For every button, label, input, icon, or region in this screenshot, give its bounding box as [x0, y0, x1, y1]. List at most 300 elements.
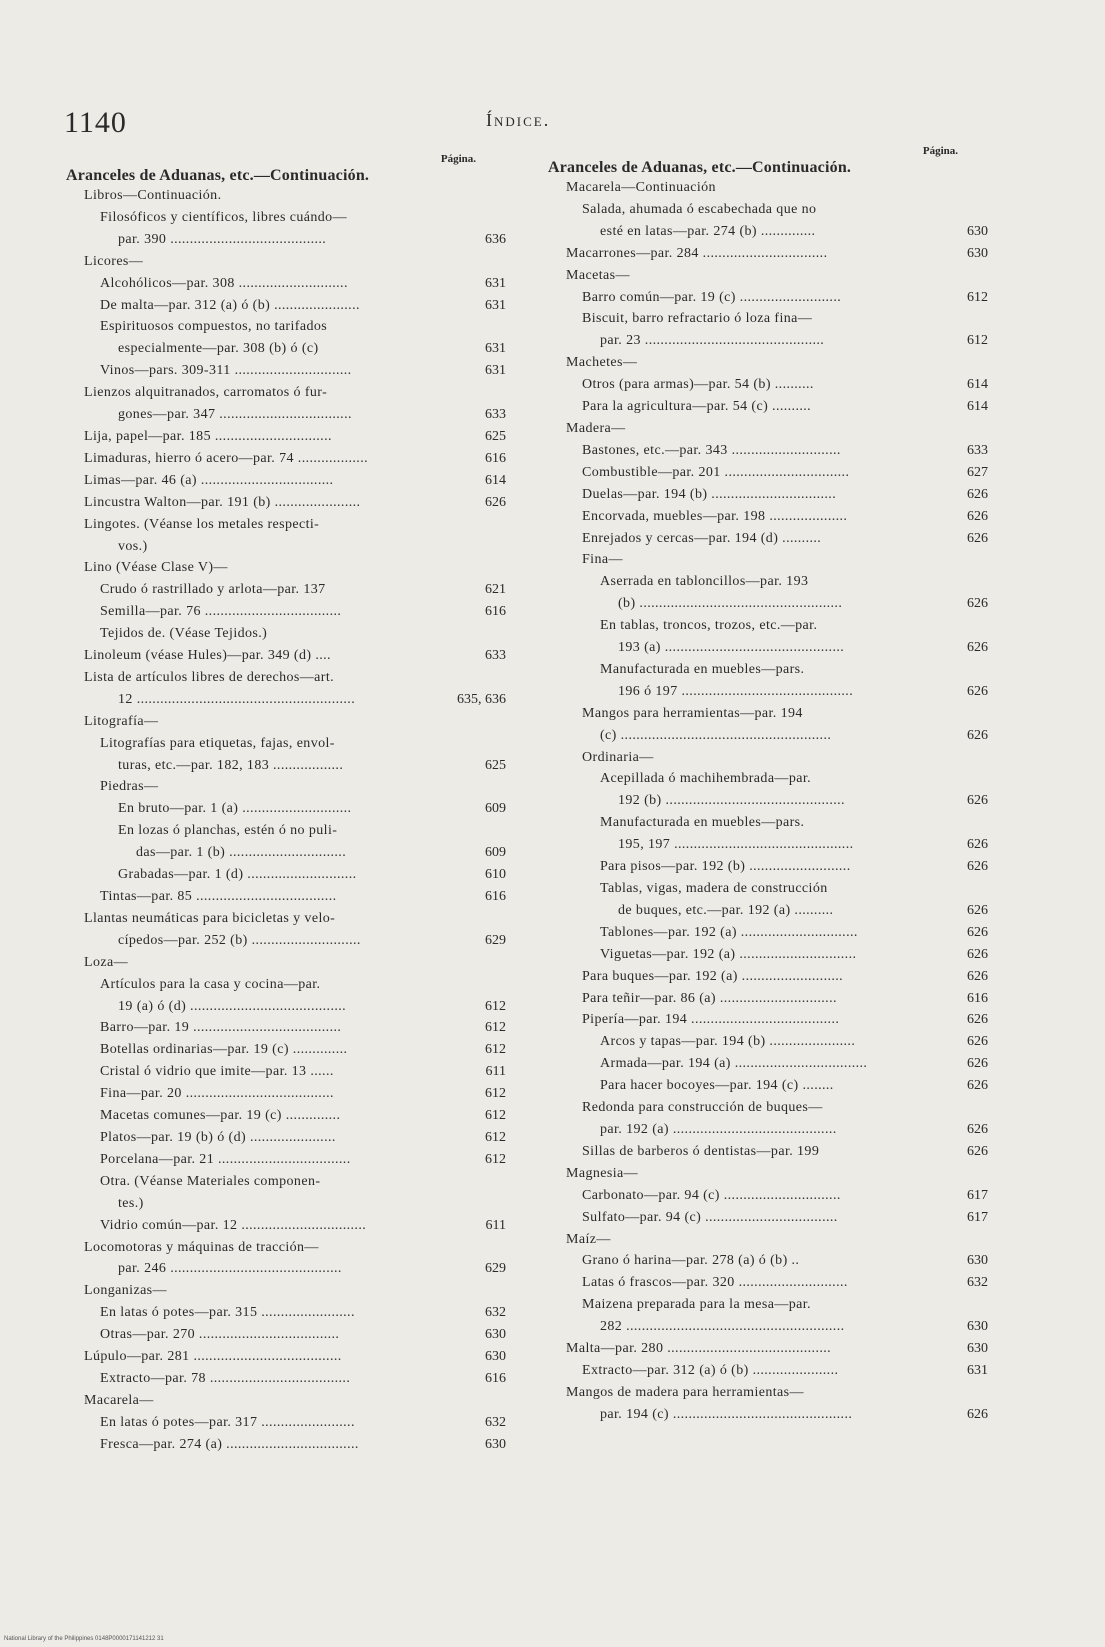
entry-page-number: 614 [967, 399, 988, 415]
entry-text: Extracto—par. 312 (a) ó (b) ...................... [582, 1362, 839, 1378]
entry-text: Manufacturada en muebles—pars. [600, 815, 805, 831]
entry-page-number: 612 [485, 1042, 506, 1058]
entry-text: Vidrio común—par. 12 ................................ [100, 1217, 367, 1233]
index-entry [66, 295, 506, 317]
entry-page-number: 636 [485, 231, 506, 247]
entry-text: Lija, papel—par. 185 .............................. [84, 428, 332, 444]
entry-page-number: 631 [485, 341, 506, 357]
entry-page-number: 627 [967, 464, 988, 480]
index-entry [548, 922, 988, 944]
index-entries [66, 185, 506, 1456]
index-entry [66, 470, 506, 492]
entry-page-number: 612 [485, 1020, 506, 1036]
index-entry [548, 1338, 988, 1360]
index-entry [66, 1412, 506, 1434]
entry-text: Carbonato—par. 94 (c) .............................. [582, 1187, 841, 1203]
entry-text: Macarela— [84, 1392, 154, 1408]
index-entry [548, 790, 988, 812]
entry-text: 282 ........................................................ [600, 1319, 845, 1335]
section-title: Aranceles de Aduanas, etc.—Continuación. [66, 167, 370, 184]
entry-text: Barro común—par. 19 (c) .......................... [582, 289, 842, 305]
index-entry [548, 506, 988, 528]
entry-page-number: 629 [485, 1261, 506, 1277]
index-entry [66, 1171, 506, 1193]
index-entry [66, 207, 506, 229]
entry-text: Limaduras, hierro ó acero—par. 74 .................. [84, 450, 369, 466]
entry-page-number: 626 [967, 683, 988, 699]
entry-page-number: 630 [485, 1436, 506, 1452]
entry-page-number: 632 [485, 1414, 506, 1430]
entry-page-number: 611 [485, 1064, 506, 1080]
entry-page-number: 630 [967, 1319, 988, 1335]
index-entry [66, 1368, 506, 1390]
entry-page-number: 626 [967, 1406, 988, 1422]
index-entry [66, 448, 506, 470]
entry-text: Libros—Continuación. [84, 188, 222, 203]
entry-page-number: 609 [485, 845, 506, 861]
entry-text: tes.) [118, 1195, 144, 1211]
entry-page-number: 625 [485, 428, 506, 444]
entry-page-number: 633 [967, 442, 988, 458]
index-entry [66, 579, 506, 601]
index-entry [66, 1390, 506, 1412]
entry-text: Latas ó frascos—par. 320 ............................ [582, 1275, 848, 1291]
entry-text: Malta—par. 280 .......................................... [566, 1341, 832, 1357]
entry-page-number: 632 [967, 1275, 988, 1291]
entry-text: Lúpulo—par. 281 ...................................... [84, 1349, 342, 1365]
entry-text: par. 192 (a) .......................................... [600, 1121, 837, 1137]
entry-page-number: 626 [967, 530, 988, 546]
index-entry [66, 536, 506, 558]
index-entry [66, 251, 506, 273]
index-entry [548, 1053, 988, 1075]
index-entry [548, 1294, 988, 1316]
entry-page-number: 630 [485, 1327, 506, 1343]
entry-text: par. 246 ............................................ [118, 1261, 342, 1277]
index-entry [548, 944, 988, 966]
index-entry [66, 689, 506, 711]
index-entry [66, 1083, 506, 1105]
index-entry [548, 418, 988, 440]
index-entry [548, 396, 988, 418]
index-entry [548, 812, 988, 834]
entry-text: Viguetas—par. 192 (a) .............................. [600, 946, 857, 962]
entry-text: Piedras— [100, 779, 159, 795]
index-entry [548, 374, 988, 396]
index-entry [548, 834, 988, 856]
entry-text: esté en latas—par. 274 (b) .............. [600, 223, 816, 239]
entry-page-number: 626 [967, 902, 988, 918]
index-entry [66, 1258, 506, 1280]
entry-text: Litografías para etiquetas, fajas, envol- [100, 735, 335, 751]
index-entry [66, 316, 506, 338]
entry-text: 195, 197 .............................................. [618, 837, 854, 853]
entry-text: Licores— [84, 253, 144, 269]
entry-text: Para buques—par. 192 (a) .......................... [582, 968, 844, 984]
entry-text: Redonda para construcción de buques— [582, 1100, 823, 1116]
index-entry [548, 199, 988, 221]
index-entry [548, 1207, 988, 1229]
entry-text: Para pisos—par. 192 (b) .......................... [600, 859, 851, 875]
index-entry [548, 593, 988, 615]
entry-text: par. 390 ........................................ [118, 231, 327, 247]
entry-text: Limas—par. 46 (a) .................................. [84, 472, 334, 488]
index-entry [66, 930, 506, 952]
entry-text: Lingotes. (Véanse los metales respecti- [84, 516, 320, 532]
entry-page-number: 612 [485, 998, 506, 1014]
pagina-header: Página. [440, 153, 476, 165]
entry-text: Para teñir—par. 86 (a) .............................. [582, 990, 837, 1006]
index-entry [66, 1302, 506, 1324]
entry-text: Cristal ó vidrio que imite—par. 13 ...... [100, 1064, 334, 1080]
entry-text: En bruto—par. 1 (a) ............................ [118, 801, 352, 817]
entry-page-number: 626 [967, 1078, 988, 1094]
entry-page-number: 630 [967, 223, 988, 239]
index-entry [66, 667, 506, 689]
entry-text: Barro—par. 19 ...................................... [100, 1020, 342, 1036]
entry-text: Semilla—par. 76 ................................... [100, 604, 342, 620]
index-entry [548, 1229, 988, 1251]
index-entry [548, 1031, 988, 1053]
entry-page-number: 609 [485, 801, 506, 817]
entry-page-number: 612 [485, 1086, 506, 1102]
page-number: 1140 [64, 106, 127, 139]
entry-text: Lienzos alquitranados, carromatos ó fur- [84, 385, 328, 401]
entry-text: 19 (a) ó (d) ........................................ [118, 998, 347, 1014]
entry-text: Maíz— [566, 1231, 611, 1247]
entry-text: Extracto—par. 78 .................................... [100, 1370, 351, 1386]
entry-page-number: 626 [967, 640, 988, 656]
entry-page-number: 621 [485, 582, 506, 598]
entry-page-number: 626 [967, 1034, 988, 1050]
entry-text: Fina— [582, 552, 623, 568]
index-entry [548, 703, 988, 725]
index-entry [548, 681, 988, 703]
index-entry [548, 900, 988, 922]
entry-text: Porcelana—par. 21 .................................. [100, 1151, 351, 1167]
index-entry [548, 265, 988, 287]
entry-text: Aserrada en tabloncillos—par. 193 [600, 574, 809, 590]
index-entry [66, 1149, 506, 1171]
index-entry [548, 528, 988, 550]
index-entry [548, 308, 988, 330]
index-entry [548, 1316, 988, 1338]
index-entry [548, 1382, 988, 1404]
entry-text: Botellas ordinarias—par. 19 (c) .............. [100, 1042, 348, 1058]
entry-page-number: 631 [485, 363, 506, 379]
entry-page-number: 632 [485, 1305, 506, 1321]
entry-page-number: 626 [967, 596, 988, 612]
index-entry [66, 382, 506, 404]
index-entry [548, 1163, 988, 1185]
entry-text: Artículos para la casa y cocina—par. [100, 976, 321, 992]
entry-text: Tejidos de. (Véase Tejidos.) [100, 626, 268, 642]
entry-text: Lincustra Walton—par. 191 (b) ...................... [84, 494, 361, 510]
running-head: Índice. [486, 110, 551, 130]
index-entry [66, 557, 506, 579]
entry-page-number: 616 [967, 990, 988, 1006]
entry-page-number: 626 [485, 494, 506, 510]
entry-text: par. 23 .............................................. [600, 333, 825, 349]
entry-text: Crudo ó rastrillado y arlota—par. 137 [100, 582, 326, 598]
entry-page-number: 626 [967, 486, 988, 502]
entry-page-number: 616 [485, 604, 506, 620]
index-entry [66, 601, 506, 623]
entry-text: En lozas ó planchas, estén ó no puli- [118, 823, 338, 839]
entry-page-number: 630 [967, 1341, 988, 1357]
entry-text: Enrejados y cercas—par. 194 (d) .......... [582, 530, 822, 546]
index-entry [548, 330, 988, 352]
entry-text: Grabadas—par. 1 (d) ............................ [118, 867, 357, 883]
entry-page-number: 626 [967, 859, 988, 875]
entry-text: Para la agricultura—par. 54 (c) .......... [582, 399, 812, 415]
entry-text: Combustible—par. 201 ................................ [582, 464, 850, 480]
entry-page-number: 611 [485, 1217, 506, 1233]
entry-text: 196 ó 197 ............................................ [618, 683, 854, 699]
entry-text: Platos—par. 19 (b) ó (d) ...................... [100, 1129, 336, 1145]
index-column-right [548, 144, 988, 1426]
index-entry [66, 1215, 506, 1237]
entry-text: Biscuit, barro refractario ó loza fina— [582, 311, 813, 327]
entry-text: Otros (para armas)—par. 54 (b) .......... [582, 377, 814, 393]
entry-text: Llantas neumáticas para bicicletas y velo- [84, 910, 336, 926]
entry-text: turas, etc.—par. 182, 183 .................. [118, 757, 344, 773]
index-entry [548, 1009, 988, 1031]
entry-text: Sulfato—par. 94 (c) .................................. [582, 1209, 838, 1225]
entry-page-number: 626 [967, 924, 988, 940]
entry-text: Grano ó harina—par. 278 (a) ó (b) .. [582, 1253, 800, 1269]
entry-text: Magnesia— [566, 1165, 639, 1181]
entry-page-number: 616 [485, 1370, 506, 1386]
index-entry [548, 966, 988, 988]
entry-page-number: 630 [967, 1253, 988, 1269]
index-entry [66, 1324, 506, 1346]
entry-text: Madera— [566, 420, 626, 436]
entry-page-number: 626 [967, 968, 988, 984]
index-entry [548, 856, 988, 878]
section-title: Aranceles de Aduanas, etc.—Continuación. [548, 159, 852, 176]
entry-text: (c) ...................................................... [600, 727, 832, 743]
index-entry [66, 185, 506, 207]
index-entry [66, 645, 506, 667]
index-entry [548, 1250, 988, 1272]
entry-text: Salada, ahumada ó escabechada que no [582, 201, 817, 217]
entry-text: 193 (a) .............................................. [618, 640, 845, 656]
entry-text: (b) .................................................... [618, 596, 843, 612]
entry-page-number: 635, 636 [457, 691, 506, 707]
index-entry [548, 725, 988, 747]
entry-text: cípedos—par. 252 (b) ............................ [118, 932, 361, 948]
entry-text: Bastones, etc.—par. 343 ............................ [582, 442, 841, 458]
entry-text: Litografía— [84, 713, 159, 729]
entry-text: 192 (b) .............................................. [618, 793, 845, 809]
index-entry [66, 711, 506, 733]
entry-text: Duelas—par. 194 (b) ................................ [582, 486, 837, 502]
entry-text: Fresca—par. 274 (a) .................................. [100, 1436, 359, 1452]
index-entry [548, 659, 988, 681]
index-entry [66, 886, 506, 908]
entry-text: Para hacer bocoyes—par. 194 (c) ........ [600, 1078, 834, 1094]
entry-text: das—par. 1 (b) .............................. [136, 845, 347, 861]
entry-text: Macarrones—par. 284 ................................ [566, 245, 828, 261]
entry-text: Otra. (Véanse Materiales componen- [100, 1173, 321, 1189]
index-entry [548, 287, 988, 309]
index-entry [66, 360, 506, 382]
entry-page-number: 631 [485, 297, 506, 313]
index-entry [66, 864, 506, 886]
entry-text: Encorvada, muebles—par. 198 .................... [582, 508, 848, 524]
entry-text: En latas ó potes—par. 315 ........................ [100, 1305, 355, 1321]
index-entry [66, 798, 506, 820]
entry-text: Maizena preparada para la mesa—par. [582, 1297, 811, 1313]
index-entry [66, 733, 506, 755]
index-entry [548, 352, 988, 374]
entry-page-number: 625 [485, 757, 506, 773]
entry-text: Locomotoras y máquinas de tracción— [84, 1239, 319, 1255]
entry-page-number: 626 [967, 1056, 988, 1072]
entry-text: Lista de artículos libres de derechos—art. [84, 669, 335, 685]
entry-page-number: 626 [967, 1143, 988, 1159]
entry-text: gones—par. 347 .................................. [118, 407, 352, 423]
index-entry [548, 1272, 988, 1294]
index-entry [548, 549, 988, 571]
index-entry [66, 1061, 506, 1083]
index-entry [548, 243, 988, 265]
entry-text: especialmente—par. 308 (b) ó (c) [118, 341, 319, 357]
entry-page-number: 614 [485, 472, 506, 488]
entry-page-number: 629 [485, 932, 506, 948]
index-entry [548, 1075, 988, 1097]
entry-text: Manufacturada en muebles—pars. [600, 661, 805, 677]
entry-text: Lino (Véase Clase V)— [84, 560, 228, 576]
entry-text: Alcohólicos—par. 308 ............................ [100, 275, 348, 291]
entry-text: Ordinaria— [582, 749, 654, 765]
entry-text: Pipería—par. 194 ...................................... [582, 1012, 840, 1028]
entry-page-number: 617 [967, 1187, 988, 1203]
index-entry [66, 820, 506, 842]
index-entry [66, 842, 506, 864]
entry-text: Machetes— [566, 355, 638, 371]
entry-page-number: 617 [967, 1209, 988, 1225]
library-footer: National Library of the Philippines 0148P0000171141212 31 [4, 1636, 164, 1642]
index-entry [66, 404, 506, 426]
entry-text: 12 ........................................................ [118, 691, 356, 707]
index-entry [66, 514, 506, 536]
index-entry [66, 776, 506, 798]
entry-text: Tablas, vigas, madera de construcción [600, 881, 828, 896]
entry-text: Sillas de barberos ó dentistas—par. 199 [582, 1143, 820, 1159]
entry-page-number: 626 [967, 793, 988, 809]
entry-text: En latas ó potes—par. 317 ........................ [100, 1414, 355, 1430]
entry-page-number: 631 [485, 275, 506, 291]
index-entry [548, 440, 988, 462]
entry-page-number: 612 [967, 333, 988, 349]
entry-text: vos.) [118, 538, 148, 554]
index-entry [66, 1105, 506, 1127]
entry-page-number: 626 [967, 1121, 988, 1137]
entry-text: Fina—par. 20 ...................................... [100, 1086, 334, 1102]
entry-page-number: 626 [967, 837, 988, 853]
entry-page-number: 631 [967, 1362, 988, 1378]
pagina-header: Página. [922, 145, 958, 157]
entry-text: Loza— [84, 954, 128, 970]
entry-page-number: 626 [967, 727, 988, 743]
index-entry [548, 1119, 988, 1141]
index-entry [66, 1017, 506, 1039]
entry-text: Espirituosos compuestos, no tarifados [100, 319, 328, 335]
entry-page-number: 633 [485, 648, 506, 664]
index-entry [66, 1193, 506, 1215]
entry-text: par. 194 (c) .............................................. [600, 1406, 853, 1422]
entry-text: Macetas comunes—par. 19 (c) .............. [100, 1108, 341, 1124]
entry-text: Vinos—pars. 309-311 .............................. [100, 363, 352, 379]
entry-text: Macarela—Continuación [566, 180, 716, 195]
entry-text: Otras—par. 270 .................................... [100, 1327, 340, 1343]
index-entry [66, 1237, 506, 1259]
index-entry [66, 1280, 506, 1302]
entry-text: Macetas— [566, 267, 630, 283]
entry-page-number: 626 [967, 508, 988, 524]
entry-page-number: 626 [967, 1012, 988, 1028]
index-entry [66, 426, 506, 448]
entry-text: Tablones—par. 192 (a) .............................. [600, 924, 858, 940]
index-entry [548, 637, 988, 659]
entry-page-number: 612 [967, 289, 988, 305]
entry-text: En tablas, troncos, trozos, etc.—par. [600, 618, 818, 634]
entry-text: Acepillada ó machihembrada—par. [600, 771, 812, 787]
index-entry [66, 1346, 506, 1368]
index-entry [548, 1185, 988, 1207]
entry-text: Mangos de madera para herramientas— [566, 1384, 804, 1400]
entry-page-number: 614 [967, 377, 988, 393]
index-entry [66, 996, 506, 1018]
index-entry [548, 747, 988, 769]
index-entry [548, 177, 988, 199]
index-entry [66, 1039, 506, 1061]
entry-page-number: 616 [485, 450, 506, 466]
entry-page-number: 612 [485, 1108, 506, 1124]
index-entry [66, 492, 506, 514]
entry-text: De malta—par. 312 (a) ó (b) ...................... [100, 297, 360, 313]
index-column-left [66, 152, 506, 1456]
entry-text: Filosóficos y científicos, libres cuándo— [100, 209, 347, 225]
entry-text: Arcos y tapas—par. 194 (b) ...................... [600, 1034, 856, 1050]
index-entry [66, 1434, 506, 1456]
index-entry [548, 878, 988, 900]
index-entry [548, 1360, 988, 1382]
index-entry [548, 1141, 988, 1163]
entry-page-number: 633 [485, 407, 506, 423]
entry-page-number: 630 [967, 245, 988, 261]
entry-page-number: 612 [485, 1129, 506, 1145]
index-entry [66, 229, 506, 251]
entry-page-number: 612 [485, 1151, 506, 1167]
entry-text: de buques, etc.—par. 192 (a) .......... [618, 902, 834, 918]
entry-text: Armada—par. 194 (a) .................................. [600, 1056, 868, 1072]
entry-page-number: 626 [967, 946, 988, 962]
index-entry [548, 615, 988, 637]
entry-page-number: 610 [485, 867, 506, 883]
index-entry [66, 908, 506, 930]
index-entry [548, 571, 988, 593]
index-entry [548, 484, 988, 506]
entry-text: Longanizas— [84, 1283, 167, 1299]
index-entry [66, 273, 506, 295]
entry-text: Mangos para herramientas—par. 194 [582, 705, 803, 721]
entry-text: Tintas—par. 85 .................................... [100, 889, 337, 904]
index-entry [548, 768, 988, 790]
index-entries [548, 177, 988, 1426]
